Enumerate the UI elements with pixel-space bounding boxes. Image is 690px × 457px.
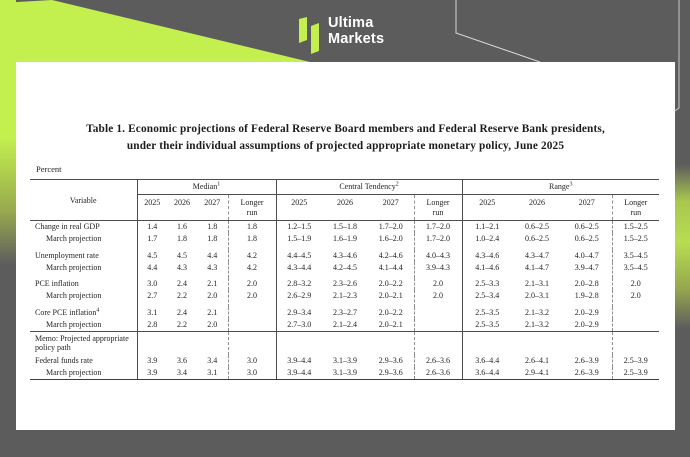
row-label: Memo: Projected appropriate policy path <box>30 331 137 355</box>
value-cell: 2.5–3.5 <box>462 307 512 319</box>
value-cell: 2.3–2.7 <box>333 307 357 317</box>
year-header: 2026 <box>512 195 562 221</box>
value-cell: 2.5–3.9 <box>612 367 659 380</box>
value-cell: 2.6–2.9 <box>276 290 322 307</box>
value-cell <box>562 331 612 355</box>
value-cell: 3.6 <box>177 355 187 365</box>
value-cell: 2.3–2.6 <box>333 279 357 288</box>
report-card <box>16 62 675 430</box>
value-cell: 2.0 <box>612 290 659 307</box>
row-label: PCE inflation <box>35 279 79 288</box>
value-cell <box>137 331 167 355</box>
central-tendency-group-header <box>276 180 462 195</box>
value-cell: 1.7–2.0 <box>414 221 462 234</box>
value-cell: 2.0–2.9 <box>574 307 599 317</box>
table-title-line2: under their individual assumptions of projected appropriate monetary policy, June 2025 <box>126 139 565 152</box>
value-cell: 0.6–2.5 <box>525 222 550 231</box>
value-cell: 2.4 <box>177 307 187 317</box>
value-cell: 4.2 <box>228 262 276 279</box>
value-cell: 4.1–4.4 <box>378 262 403 272</box>
value-cell: 4.1–4.7 <box>525 262 550 272</box>
value-cell: 2.0 <box>228 278 276 290</box>
value-cell: 2.0–2.1 <box>378 319 403 329</box>
value-cell: 2.0 <box>612 278 659 290</box>
value-cell <box>276 331 322 355</box>
table-row <box>30 221 659 234</box>
value-cell: 1.8 <box>228 233 276 250</box>
table-row <box>30 290 659 307</box>
value-cell: 1.6–2.0 <box>378 234 403 243</box>
longer-run-header: Longer run <box>414 195 462 221</box>
table-row <box>30 278 659 290</box>
value-cell: 3.1 <box>137 307 167 319</box>
ultima-markets-logo-icon <box>297 16 321 56</box>
value-cell: 1.5–2.5 <box>612 233 659 250</box>
value-cell <box>167 331 197 355</box>
value-cell: 0.6–2.5 <box>525 234 550 243</box>
value-cell: 3.4 <box>167 367 197 380</box>
value-cell: 1.6 <box>177 222 187 231</box>
year-header: 2025 <box>462 195 512 221</box>
value-cell: 2.8 <box>137 319 167 332</box>
table-row <box>30 307 659 319</box>
value-cell: 2.2 <box>177 319 187 329</box>
table-row <box>30 355 659 367</box>
value-cell <box>612 331 659 355</box>
row-label: Unemployment rate <box>35 250 99 260</box>
value-cell: 2.0–2.9 <box>574 319 599 329</box>
value-cell: 1.5–1.8 <box>333 222 357 231</box>
value-cell: 4.3–4.4 <box>276 262 322 279</box>
value-cell: 2.0–2.2 <box>378 279 403 288</box>
value-cell: 0.6–2.5 <box>574 222 599 231</box>
year-header: 2026 <box>167 195 197 221</box>
value-cell: 1.8 <box>177 234 187 243</box>
value-cell: 2.8–3.2 <box>276 278 322 290</box>
year-header: 2026 <box>322 195 368 221</box>
longer-run-header: Longer run <box>612 195 659 221</box>
value-cell: 4.4–4.5 <box>276 250 322 262</box>
value-cell: 3.0 <box>228 355 276 367</box>
value-cell: 0.6–2.5 <box>574 234 599 243</box>
value-cell: 4.3 <box>207 262 218 272</box>
value-cell: 4.2 <box>228 250 276 262</box>
value-cell: 1.2–1.5 <box>276 221 322 234</box>
value-cell: 3.1–3.9 <box>333 355 357 365</box>
value-cell: 4.3–4.6 <box>462 250 512 262</box>
value-cell: 1.5–1.9 <box>276 233 322 250</box>
value-cell: 4.3 <box>177 262 187 272</box>
value-cell: 4.0–4.7 <box>574 250 599 260</box>
value-cell: 4.4 <box>207 250 218 260</box>
value-cell <box>228 319 276 332</box>
value-cell: 3.5–4.5 <box>612 262 659 279</box>
value-cell <box>612 319 659 332</box>
value-cell: 4.2–4.5 <box>333 262 357 272</box>
value-cell: 2.0 <box>207 319 218 329</box>
year-header: 2027 <box>197 195 228 221</box>
value-cell: 2.6–4.1 <box>525 355 550 365</box>
value-cell <box>512 331 562 355</box>
value-cell <box>414 307 462 319</box>
value-cell: 2.5–3.4 <box>462 290 512 307</box>
value-cell: 3.0 <box>137 278 167 290</box>
table-row <box>30 319 659 332</box>
value-cell <box>612 307 659 319</box>
row-label: March projection <box>46 234 102 243</box>
row-label: March projection <box>46 291 102 300</box>
value-cell: 2.7–3.0 <box>276 319 322 332</box>
projections-table-rows <box>30 221 659 380</box>
value-cell: 3.6–4.4 <box>462 355 512 367</box>
value-cell: 2.6–3.6 <box>414 355 462 367</box>
value-cell <box>197 331 228 355</box>
row-label: March projection <box>30 367 137 380</box>
value-cell: 2.0 <box>414 290 462 307</box>
table-row <box>30 250 659 262</box>
year-header: 2027 <box>562 195 612 221</box>
year-header: 2027 <box>368 195 414 221</box>
value-cell: 3.1–3.9 <box>322 367 368 380</box>
value-cell: 3.9–4.4 <box>276 355 322 367</box>
value-cell: 1.7–2.0 <box>414 233 462 250</box>
year-header: 2025 <box>137 195 167 221</box>
value-cell: 2.6–3.6 <box>414 367 462 380</box>
value-cell: 1.1–2.1 <box>462 221 512 234</box>
value-cell: 3.6–4.4 <box>462 367 512 380</box>
memo-row <box>30 331 659 355</box>
value-cell: 3.9–4.4 <box>276 367 322 380</box>
value-cell: 4.3–4.6 <box>333 250 357 260</box>
value-cell: 1.8 <box>228 221 276 234</box>
range-label: Range <box>549 182 570 191</box>
table-row <box>30 233 659 250</box>
value-cell: 2.1–2.4 <box>333 319 357 329</box>
value-cell: 2.0–2.2 <box>378 307 403 317</box>
group-header-row <box>30 180 659 195</box>
value-cell: 3.4 <box>207 355 218 365</box>
value-cell: 4.0–4.3 <box>414 250 462 262</box>
value-cell: 2.1–2.3 <box>333 291 357 300</box>
value-cell: 2.9–3.4 <box>276 307 322 319</box>
hexagon-outline-icon <box>456 0 540 62</box>
value-cell <box>368 331 414 355</box>
value-cell: 3.1 <box>197 367 228 380</box>
value-cell: 2.0 <box>414 278 462 290</box>
value-cell: 3.5–4.5 <box>612 250 659 262</box>
variable-header-label: Variable <box>69 195 97 205</box>
table-row <box>30 262 659 279</box>
table-title-line1: Table 1. Economic projections of Federal Reserve Board members and Federal Reserve Bank presidents, <box>86 123 605 135</box>
value-cell: 1.7 <box>137 233 167 250</box>
value-cell: 2.0 <box>207 291 218 300</box>
row-label: Core PCE inflation$^4$ <box>35 306 100 317</box>
value-cell: 2.2 <box>177 291 187 300</box>
value-cell: 2.1 <box>207 279 218 288</box>
brand-name-line1: Ultima <box>328 15 374 31</box>
value-cell: 1.5–2.5 <box>612 221 659 234</box>
value-cell: 1.0–2.4 <box>462 233 512 250</box>
longer-run-header: Longer run <box>228 195 276 221</box>
table-title <box>30 121 661 154</box>
value-cell: 2.9–3.6 <box>368 367 414 380</box>
value-cell <box>462 331 512 355</box>
value-cell: 2.0–3.1 <box>525 291 550 300</box>
brand-logo <box>297 16 384 56</box>
value-cell: 2.5–3.9 <box>612 355 659 367</box>
value-cell: 1.9–2.8 <box>574 291 599 300</box>
year-header: 2025 <box>276 195 322 221</box>
brand-name-line2: Markets <box>328 30 385 47</box>
value-cell: 1.8 <box>207 234 218 243</box>
value-cell: 1.8 <box>207 222 218 231</box>
row-label: March projection <box>46 262 102 272</box>
projections-table <box>30 179 659 380</box>
range-group-header <box>462 180 659 195</box>
table-row <box>30 367 659 380</box>
value-cell: 4.4 <box>137 262 167 279</box>
median-footnote-sup: 1 <box>217 181 221 188</box>
row-label: Federal funds rate <box>35 355 93 365</box>
value-cell: 3.9 <box>137 355 167 367</box>
row-label: Change in real GDP <box>35 222 100 231</box>
value-cell <box>228 307 276 319</box>
value-cell: 4.3–4.7 <box>525 250 550 260</box>
range-footnote-sup: 3 <box>569 181 573 188</box>
value-cell <box>414 331 462 355</box>
value-cell: 2.1–3.2 <box>525 319 550 329</box>
value-cell: 3.9–4.7 <box>574 262 599 272</box>
value-cell: 2.9–3.6 <box>378 355 403 365</box>
brand-name <box>328 16 384 47</box>
unit-label: Percent <box>36 164 62 174</box>
value-cell <box>228 331 276 355</box>
value-cell: 4.5 <box>177 250 187 260</box>
value-cell: 3.9–4.3 <box>414 262 462 279</box>
value-cell: 2.4 <box>177 279 187 288</box>
value-cell: 1.6–1.9 <box>333 234 357 243</box>
value-cell: 2.0–2.1 <box>378 291 403 300</box>
value-cell: 4.2–4.6 <box>378 250 403 260</box>
row-label: March projection <box>46 319 102 329</box>
value-cell: 3.0 <box>228 367 276 380</box>
central-tendency-label: Central Tendency <box>339 182 396 191</box>
value-cell <box>414 319 462 332</box>
value-cell: 2.6–3.9 <box>562 367 612 380</box>
value-cell: 2.1–3.2 <box>525 307 550 317</box>
value-cell: 2.5–3.5 <box>462 319 512 332</box>
value-cell: 2.6–3.9 <box>574 355 599 365</box>
value-cell: 2.0–2.8 <box>574 279 599 288</box>
value-cell: 2.0 <box>228 290 276 307</box>
value-cell: 4.1–4.6 <box>462 262 512 279</box>
central-tendency-footnote-sup: 2 <box>395 181 399 188</box>
value-cell: 1.4 <box>137 221 167 234</box>
value-cell: 2.1 <box>207 307 218 317</box>
value-cell: 2.7 <box>137 290 167 307</box>
variable-column-header <box>30 180 137 221</box>
value-cell: 2.9–4.1 <box>512 367 562 380</box>
median-label: Median <box>192 182 218 191</box>
value-cell: 1.7–2.0 <box>378 222 403 231</box>
value-cell: 2.1–3.1 <box>525 279 550 288</box>
value-cell: 3.9 <box>137 367 167 380</box>
green-triangle-icon <box>0 0 310 62</box>
value-cell: 2.5–3.3 <box>462 278 512 290</box>
median-group-header <box>137 180 276 195</box>
value-cell: 4.5 <box>137 250 167 262</box>
value-cell <box>322 331 368 355</box>
